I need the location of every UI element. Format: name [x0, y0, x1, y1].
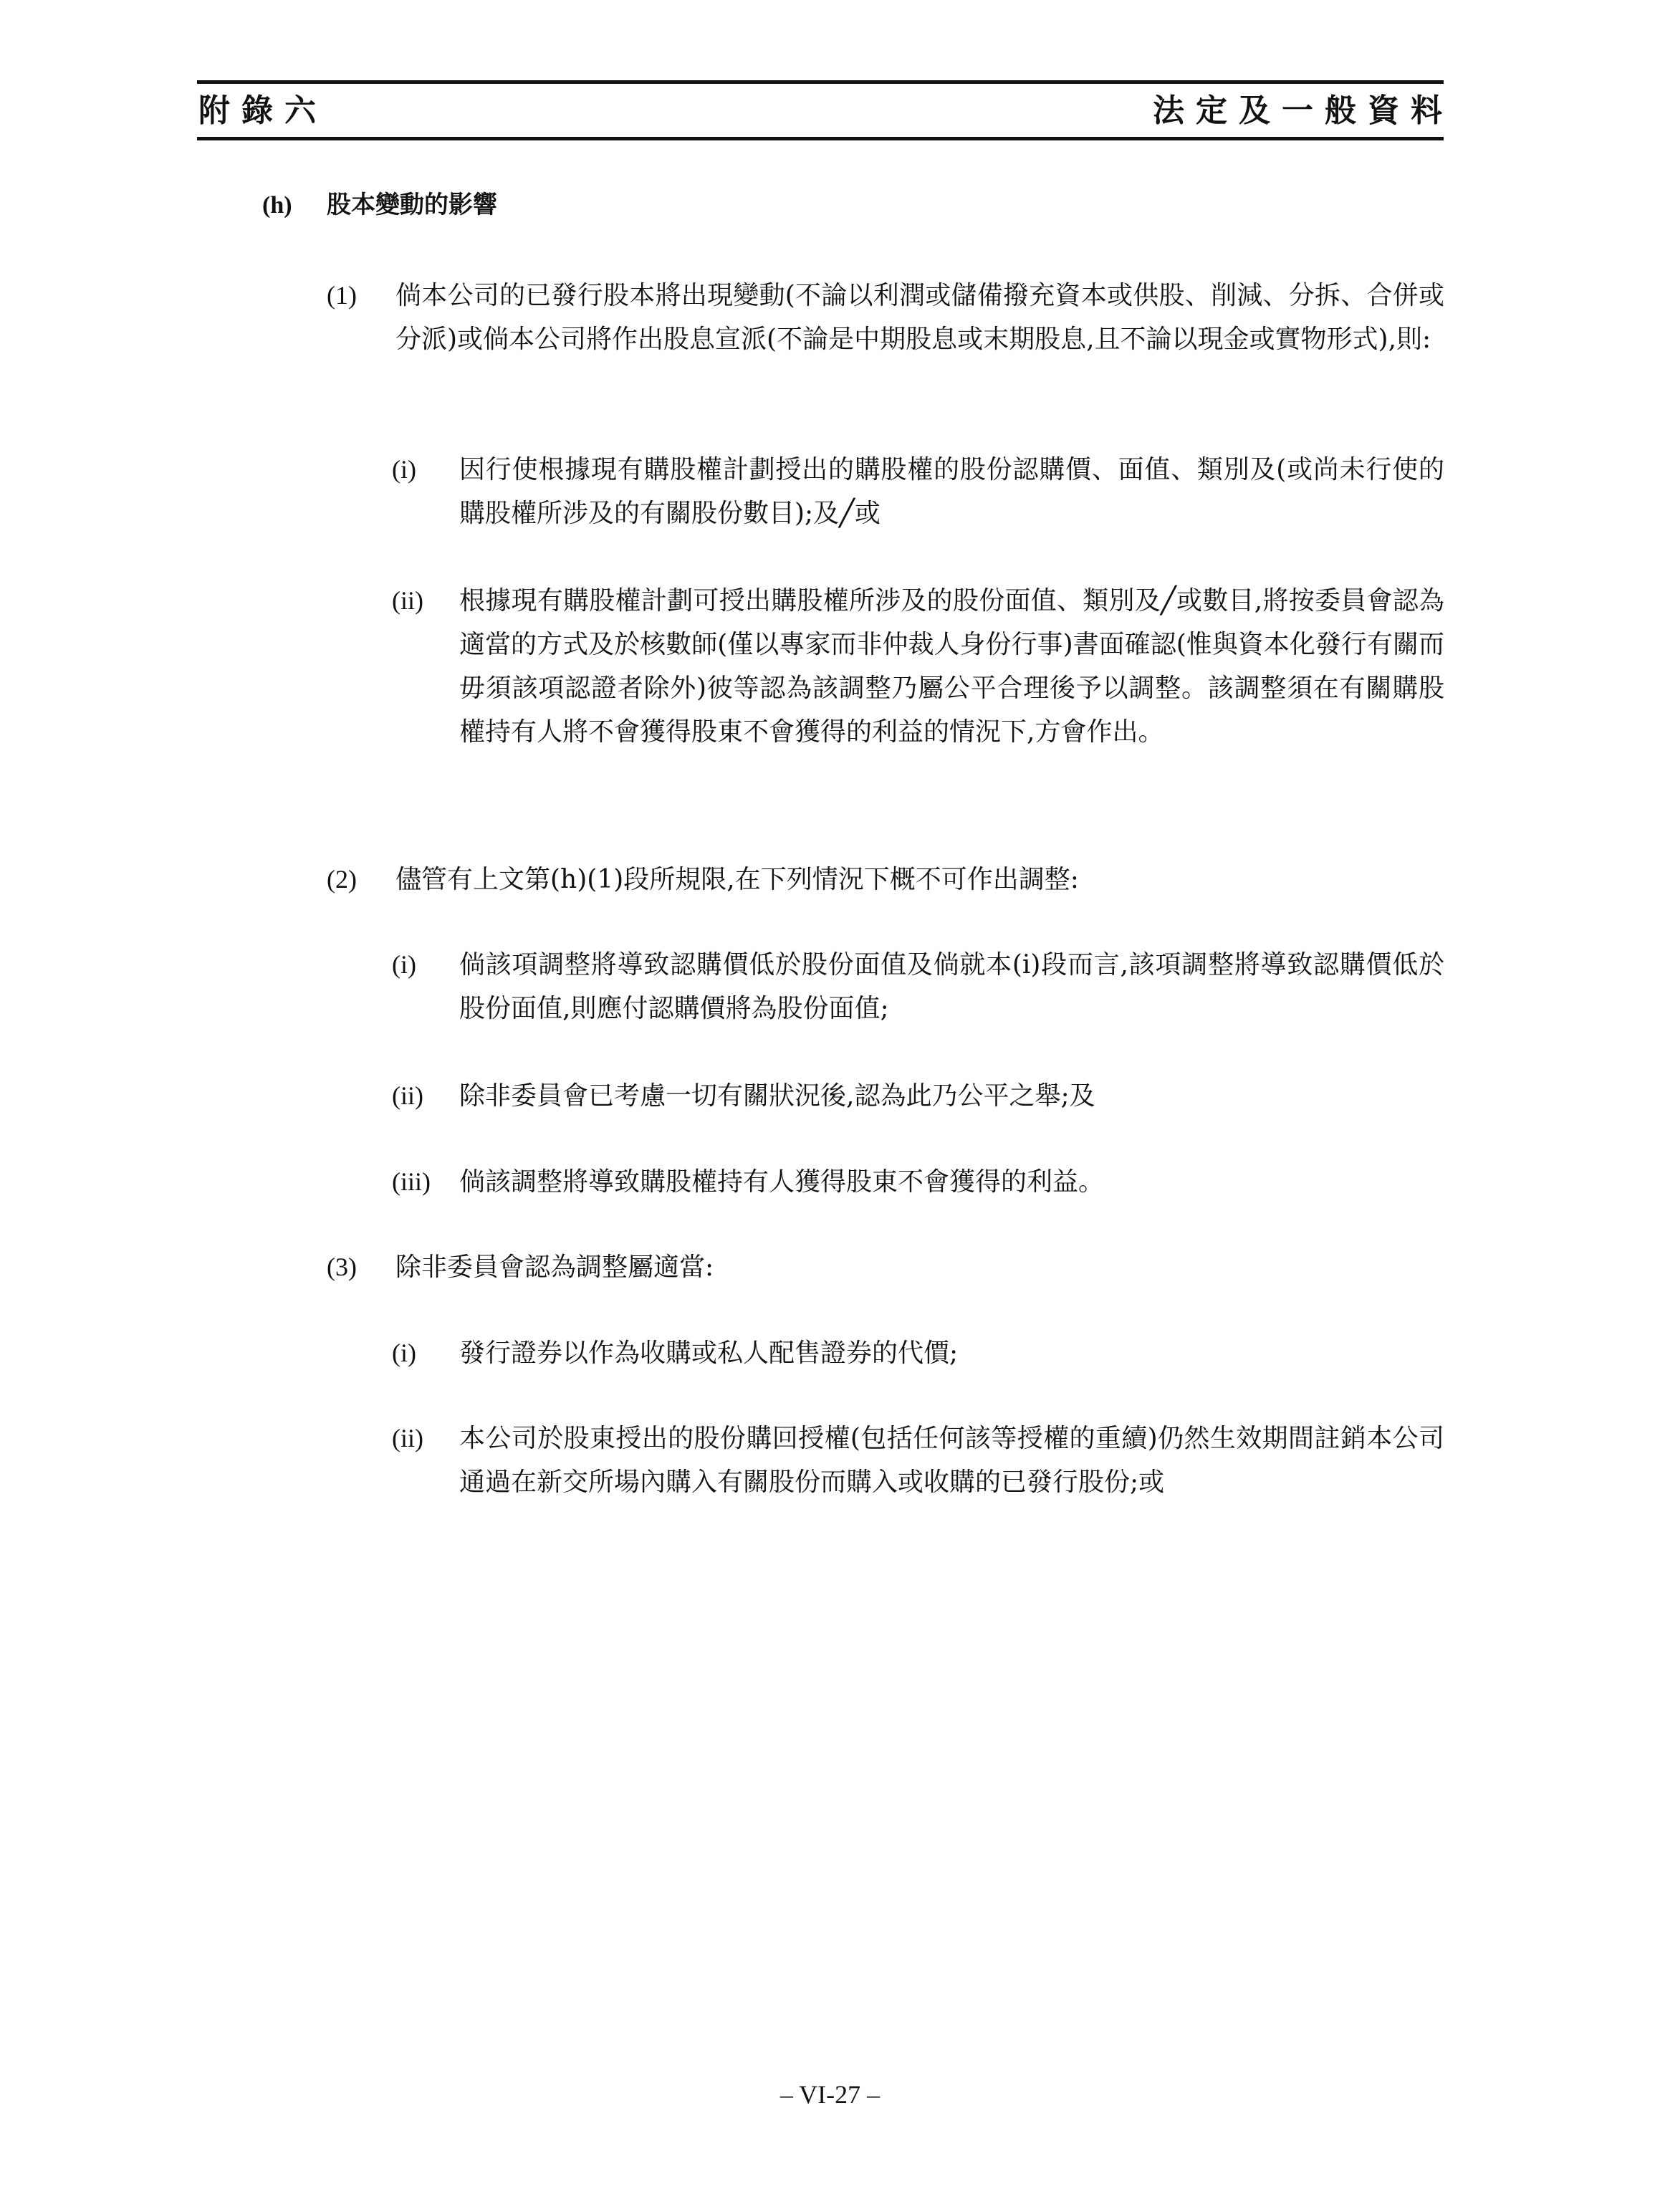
paragraph-number: (i)	[392, 455, 416, 484]
paragraph-text: 除非委員會認為調整屬適當:	[395, 1253, 714, 1282]
paragraph-text: 發行證券以作為收購或私人配售證券的代價;	[459, 1339, 959, 1368]
paragraph-text: 儘管有上文第(h)(1)段所規限,在下列情況下概不可作出調整:	[395, 865, 1079, 894]
paragraph-number: (1)	[327, 281, 357, 310]
paragraph-number: (ii)	[392, 1424, 423, 1452]
paragraph-number: (ii)	[392, 1081, 423, 1110]
appendix-title: 附錄六	[198, 92, 327, 129]
paragraph-text: 倘本公司的已發行股本將出現變動(不論以利潤或儲備撥充資本或供股、削減、分拆、合併或分派)或倘本公司將作出股息宣派(不論是中期股息或末期股息,且不論以現金或實物形式),則:	[395, 281, 1444, 354]
paragraph-text: 因行使根據現有購股權計劃授出的購股權的股份認購價、面值、類別及(或尚未行使的購股權所涉及的有關股份數目);及╱或	[459, 455, 1444, 528]
paragraph-number: (iii)	[392, 1167, 431, 1196]
paragraph-number: (ii)	[392, 586, 423, 615]
section-category-title: 法定及一般資料	[1153, 92, 1454, 129]
paragraph-text: 倘該調整將導致購股權持有人獲得股東不會獲得的利益。	[459, 1167, 1105, 1197]
paragraph-text: 根據現有購股權計劃可授出購股權所涉及的股份面值、類別及╱或數目,將按委員會認為適當的方式及於核數師(僅以專家而非仲裁人身份行事)書面確認(惟與資本化發行有關而毋須該項認證者除外)彼等認為該調整乃屬公平合理後予以調整。該調整須在有關購股權持有人將不會獲得股東不會獲得的利益的情況下,方會作出。	[459, 586, 1444, 747]
paragraph-number: (2)	[327, 865, 357, 894]
paragraph-text: 除非委員會已考慮一切有關狀況後,認為此乃公平之舉;及	[459, 1081, 1095, 1111]
section-title: 股本變動的影響	[327, 191, 497, 219]
paragraph-number: (i)	[392, 1339, 416, 1367]
paragraph-text: 倘該項調整將導致認購價低於股份面值及倘就本(i)段而言,該項調整將導致認購價低於股份面值,則應付認購價將為股份面值;	[459, 950, 1444, 1023]
section-heading	[262, 188, 497, 223]
paragraph-number: (3)	[327, 1253, 357, 1281]
paragraph-text: 本公司於股東授出的股份購回授權(包括任何該等授權的重續)仍然生效期間註銷本公司通過在新交所場內購入有關股份而購入或收購的已發行股份;或	[459, 1424, 1444, 1497]
section-label: (h)	[262, 192, 292, 219]
page-header	[197, 80, 1454, 140]
paragraph-number: (i)	[392, 950, 416, 979]
page-number: – VI-27 –	[779, 2080, 881, 2109]
